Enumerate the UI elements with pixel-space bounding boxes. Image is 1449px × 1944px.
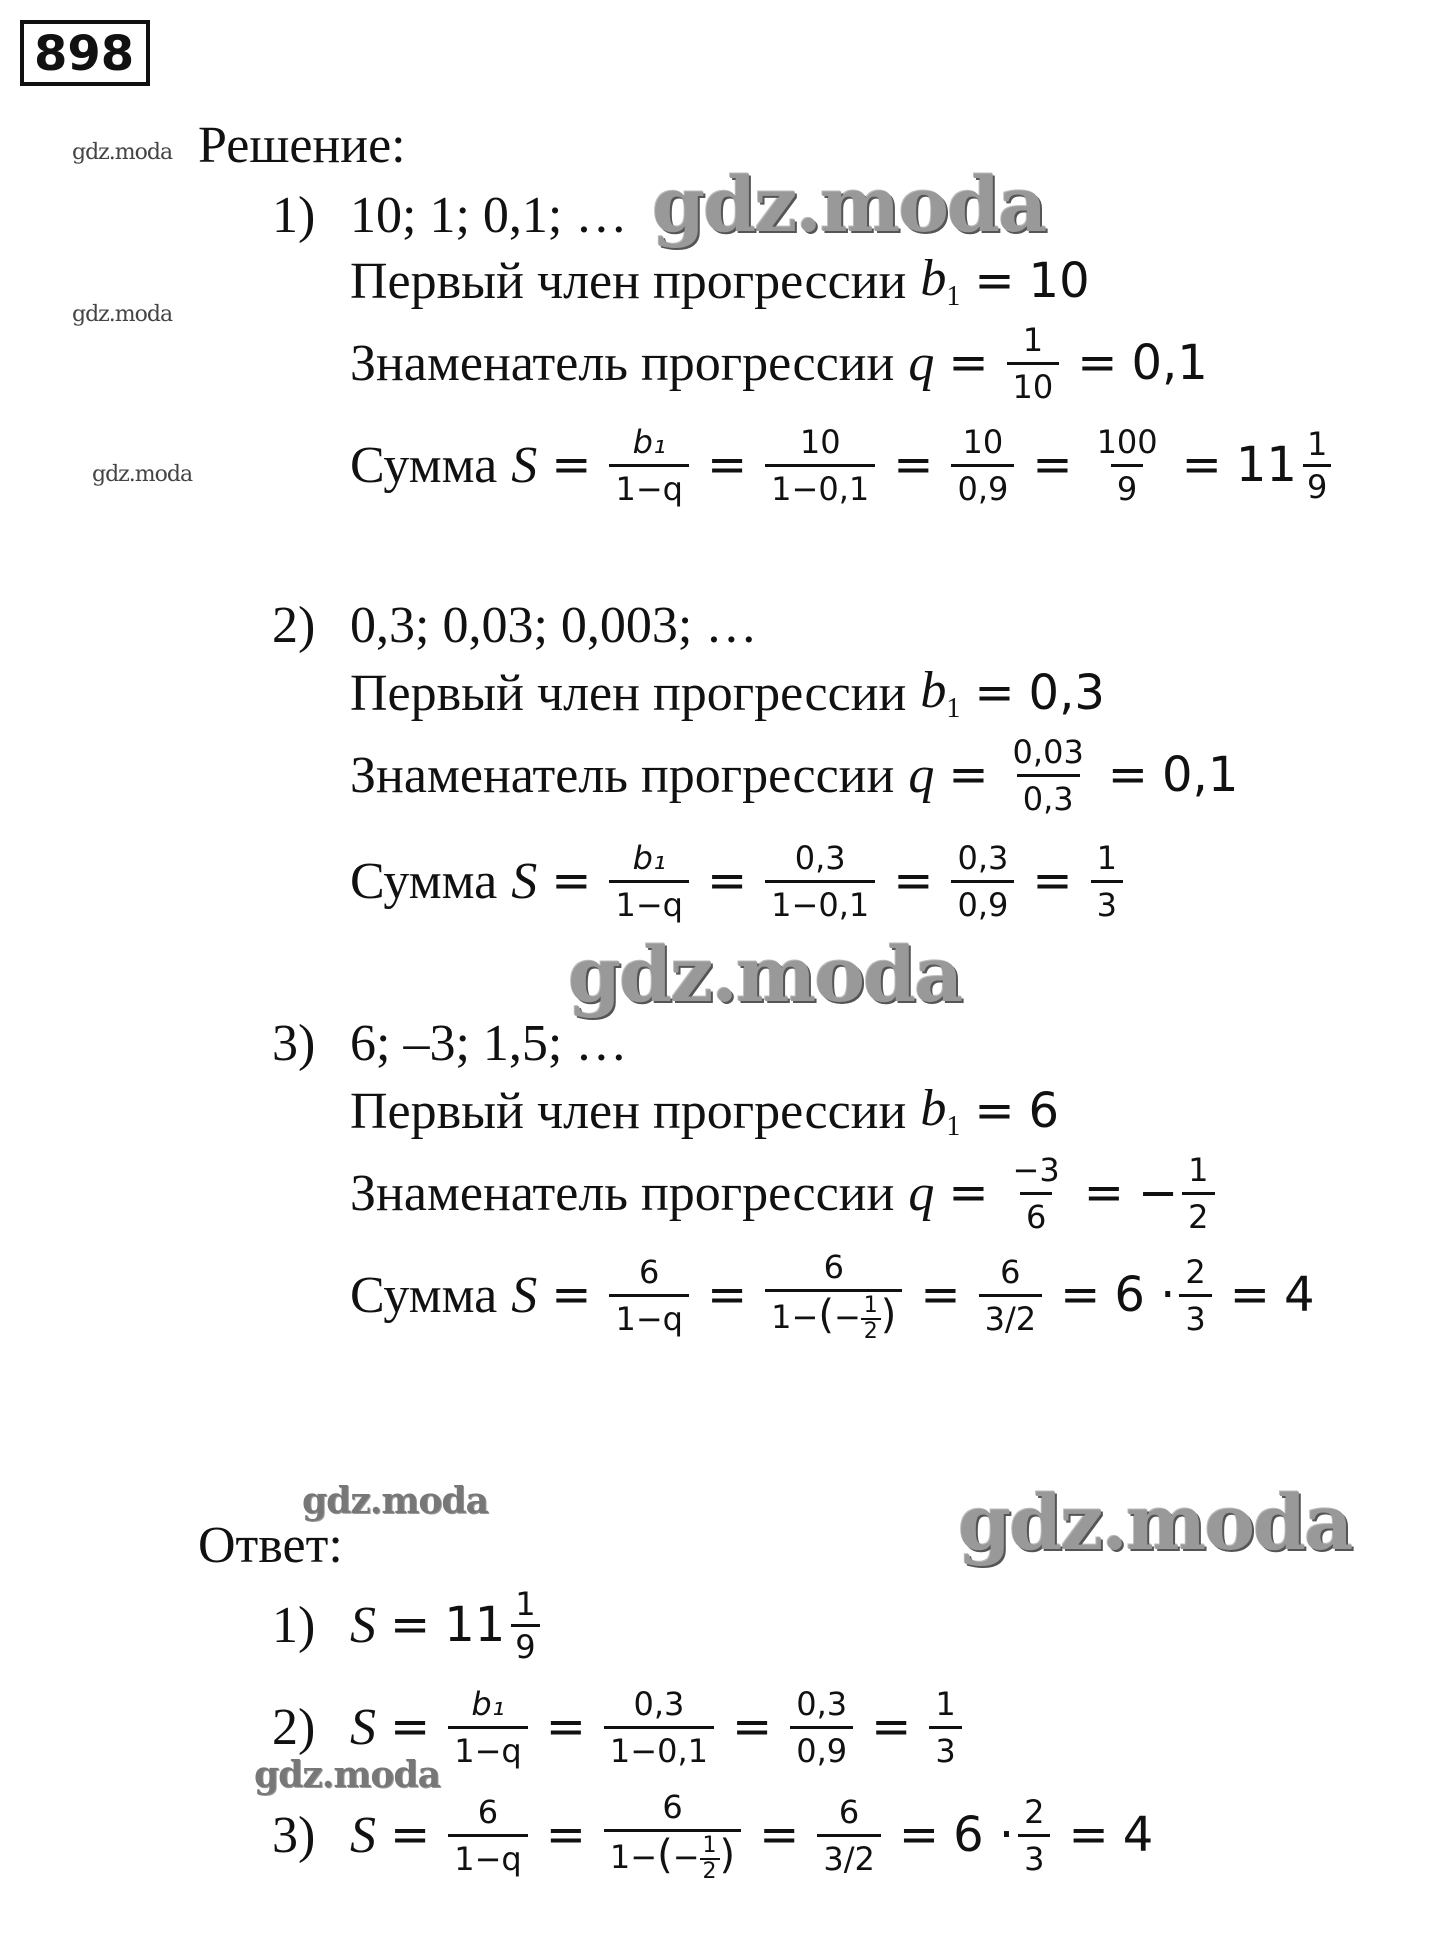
sum-line: Сумма S = $\frac{6}{1-q}$ = 6 1−(− $\frac{1}{2}$ ) = $\frac{6}{3/2}$ = 6 · $\frac{2}{3}$ = 4	[350, 1247, 1315, 1344]
answer-number: 3)	[272, 1806, 316, 1864]
sum-mixed-fraction: $\frac{1}{9}$	[1303, 424, 1331, 507]
answer-3: 3) S = $\frac{6}{1-q}$ = 6 1−(− $\frac{1}{2}$ ) = $\frac{6}{3/2}$ = 6 · $\frac{2}{3}$ = 4	[272, 1787, 1154, 1884]
watermark: gdz.moda	[302, 1480, 488, 1522]
answer-2: 2) S = $\frac{\text{b₁}}{1-q}$ = $\frac{0,3}{1-0,1}$ = $\frac{0,3}{0,9}$ = $\frac{1}{3}$	[272, 1682, 966, 1772]
first-term-line: Первый член прогрессии $b_1$ = 10	[350, 250, 1090, 312]
sum-line: Сумма S = $\frac{\text{b₁}}{1-q}$ = $\frac{10}{1-0,1}$ = $\frac{10}{0,9}$ = $\frac{100}{9}$ = 11 $\frac{1}{9}$	[350, 420, 1331, 510]
watermark: gdz.moda	[254, 1754, 440, 1796]
first-term-line: Первый член прогрессии $b_1$ = 0,3	[350, 662, 1105, 724]
sum-step-fraction: $\frac{\text{b₁}}{1-q}$	[609, 838, 688, 925]
answer-1: 1) S = 11 $\frac{1}{9}$	[272, 1580, 540, 1670]
sum-step-fraction: $\frac{10}{1-0,1}$	[765, 422, 875, 509]
answer-number: 1)	[272, 1596, 316, 1654]
ratio-fraction: $\frac{-3}{6}$	[1012, 1150, 1060, 1236]
ratio-line: Знаменатель прогрессии q = $\frac{1}{10}$ = 0,1	[350, 320, 1208, 406]
watermark: gdz.moda	[92, 462, 193, 487]
ratio-fraction: $\frac{1}{10}$	[1007, 320, 1060, 407]
sum-result: 4	[1283, 1267, 1315, 1323]
answer-heading: Ответ:	[198, 1517, 343, 1574]
sum-step-fraction: $\frac{100}{9}$	[1096, 422, 1158, 508]
sum-step-fraction: $\frac{6}{3/2}$	[979, 1252, 1043, 1339]
sum-step-fraction: $\frac{\text{b₁}}{1-q}$	[609, 422, 688, 509]
sequence: 0,3; 0,03; 0,003; …	[350, 596, 758, 654]
part-number: 2)	[272, 596, 316, 654]
part-number: 3)	[272, 1014, 316, 1072]
sequence: 10; 1; 0,1; …	[350, 186, 628, 244]
sum-step-fraction: 6 1−(− $\frac{1}{2}$ )	[765, 1247, 902, 1344]
first-term-line: Первый член прогрессии $b_1$ = 6	[350, 1080, 1060, 1142]
first-term-label: Первый член прогрессии	[350, 252, 907, 310]
ratio-line: Знаменатель прогрессии q = $\frac{0,03}{0,3}$ = 0,1	[350, 732, 1239, 818]
answer-whole: 11	[444, 1597, 506, 1653]
b1-value: 0,3	[1028, 665, 1105, 721]
ratio-label: Знаменатель прогрессии	[350, 334, 895, 392]
b1-value: 6	[1028, 1083, 1060, 1139]
watermark: gdz.moda	[568, 930, 962, 1019]
sum-step-fraction: $\frac{10}{0,9}$	[951, 422, 1014, 509]
sum-mixed-whole: 11	[1235, 437, 1297, 493]
q-symbol: q	[908, 334, 935, 392]
watermark: gdz.moda	[72, 302, 173, 327]
b1-value: 10	[1028, 253, 1090, 309]
ratio-fraction: $\frac{0,03}{0,3}$	[1012, 732, 1084, 818]
sum-tail: 6 ·	[1114, 1267, 1176, 1323]
watermark: gdz.moda	[72, 140, 173, 165]
sum-label: Сумма	[350, 436, 498, 494]
sum-step-fraction: $\frac{6}{1-q}$	[609, 1252, 688, 1339]
ratio-sign: −	[1137, 1165, 1179, 1221]
solution-heading: Решение:	[198, 117, 406, 174]
ratio-line: Знаменатель прогрессии q = $\frac{-3}{6}$ = − $\frac{1}{2}$	[350, 1148, 1219, 1238]
b1-symbol: $b_1$	[920, 250, 961, 312]
sum-line: Сумма S = $\frac{\text{b₁}}{1-q}$ = $\frac{0,3}{1-0,1}$ = $\frac{0,3}{0,9}$ = $\frac{1}{3}$	[350, 836, 1127, 926]
ratio-value: 0,1	[1131, 335, 1208, 391]
answer-fraction: $\frac{1}{9}$	[511, 1584, 539, 1667]
task-number: 898	[20, 20, 150, 86]
sum-step-fraction: $\frac{0,3}{1-0,1}$	[765, 838, 875, 925]
ratio-value: 0,1	[1162, 747, 1239, 803]
sum-step-fraction: $\frac{0,3}{0,9}$	[951, 838, 1014, 925]
part-number: 1)	[272, 186, 316, 244]
ratio-value-fraction: $\frac{1}{2}$	[1182, 1150, 1214, 1237]
sum-tail-fraction: $\frac{2}{3}$	[1179, 1252, 1211, 1339]
sequence: 6; –3; 1,5; …	[350, 1014, 628, 1072]
answer-number: 2)	[272, 1698, 316, 1756]
sum-step-fraction: $\frac{1}{3}$	[1091, 838, 1123, 925]
watermark: gdz.moda	[652, 160, 1046, 249]
watermark: gdz.moda	[958, 1478, 1352, 1567]
